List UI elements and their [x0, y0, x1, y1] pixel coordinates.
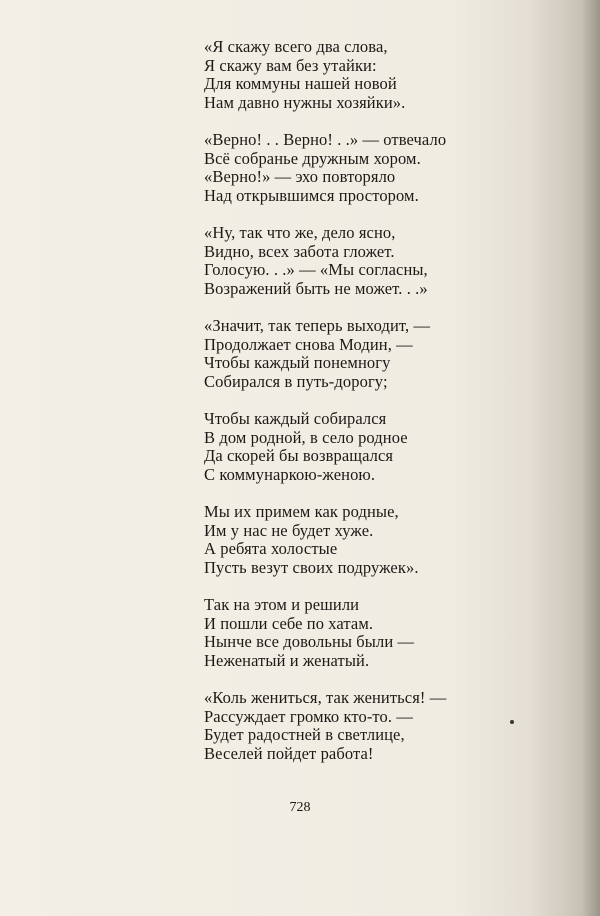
poem-line: В дом родной, в село родное [204, 427, 408, 447]
poem-line: Для коммуны нашей новой [204, 74, 397, 94]
poem-line: Неженатый и женатый. [204, 650, 370, 670]
stanza [204, 224, 524, 317]
ink-speck [510, 720, 514, 724]
poem-line: «Я скажу всего два слова, [204, 37, 388, 56]
stanza [204, 410, 524, 503]
poem-line: Мы их примем как родные, [204, 502, 399, 521]
poem-line: Им у нас не будет хуже. [204, 520, 374, 540]
poem-line: А ребята холостые [204, 539, 338, 559]
poem-line: «Ну, так что же, дело ясно, [204, 223, 396, 242]
poem-text [204, 38, 524, 782]
poem-line: Да скорей бы возвращался [204, 446, 394, 466]
poem-line: Чтобы каждый понемногу [204, 353, 391, 373]
stanza [204, 38, 524, 131]
poem-line: С коммунаркою-женою. [204, 464, 376, 484]
poem-line: Нам давно нужны хозяйки». [204, 92, 406, 112]
poem-line: «Значит, так теперь выходит, — [204, 316, 431, 335]
poem-line: «Верно! . . Верно! . .» — отвечало [204, 130, 447, 149]
poem-line: Возражений быть не может. . .» [204, 278, 428, 298]
poem-line: Пусть везут своих подружек». [204, 557, 419, 577]
page-number: 728 [289, 800, 311, 815]
stanza [204, 689, 524, 782]
poem-line: Нынче все довольны были — [204, 632, 415, 652]
poem-line: Продолжает снова Модин, — [204, 334, 413, 354]
poem-line: Чтобы каждый собирался [204, 409, 387, 428]
stanza [204, 131, 524, 224]
poem-line: Рассуждает громко кто-то. — [204, 706, 413, 726]
stanza [204, 317, 524, 410]
poem-line: «Верно!» — эхо повторяло [204, 167, 396, 187]
poem-line: Видно, всех забота гложет. [204, 241, 395, 261]
poem-line: Будет радостней в светлице, [204, 725, 405, 745]
poem-line: Над открывшимся простором. [204, 185, 419, 205]
poem-line: Я скажу вам без утайки: [204, 55, 377, 75]
stanza [204, 503, 524, 596]
poem-line: Всё собранье дружным хором. [204, 148, 421, 168]
poem-line: Так на этом и решили [204, 595, 360, 614]
poem-line: И пошли себе по хатам. [204, 613, 374, 633]
poem-line: Собирался в путь-дорогу; [204, 371, 388, 391]
poem-line: «Коль жениться, так жениться! — [204, 688, 447, 707]
poem-line: Веселей пойдет работа! [204, 743, 374, 763]
page-edge-shadow [582, 0, 600, 916]
stanza [204, 596, 524, 689]
poem-line: Голосую. . .» — «Мы согласны, [204, 260, 428, 280]
